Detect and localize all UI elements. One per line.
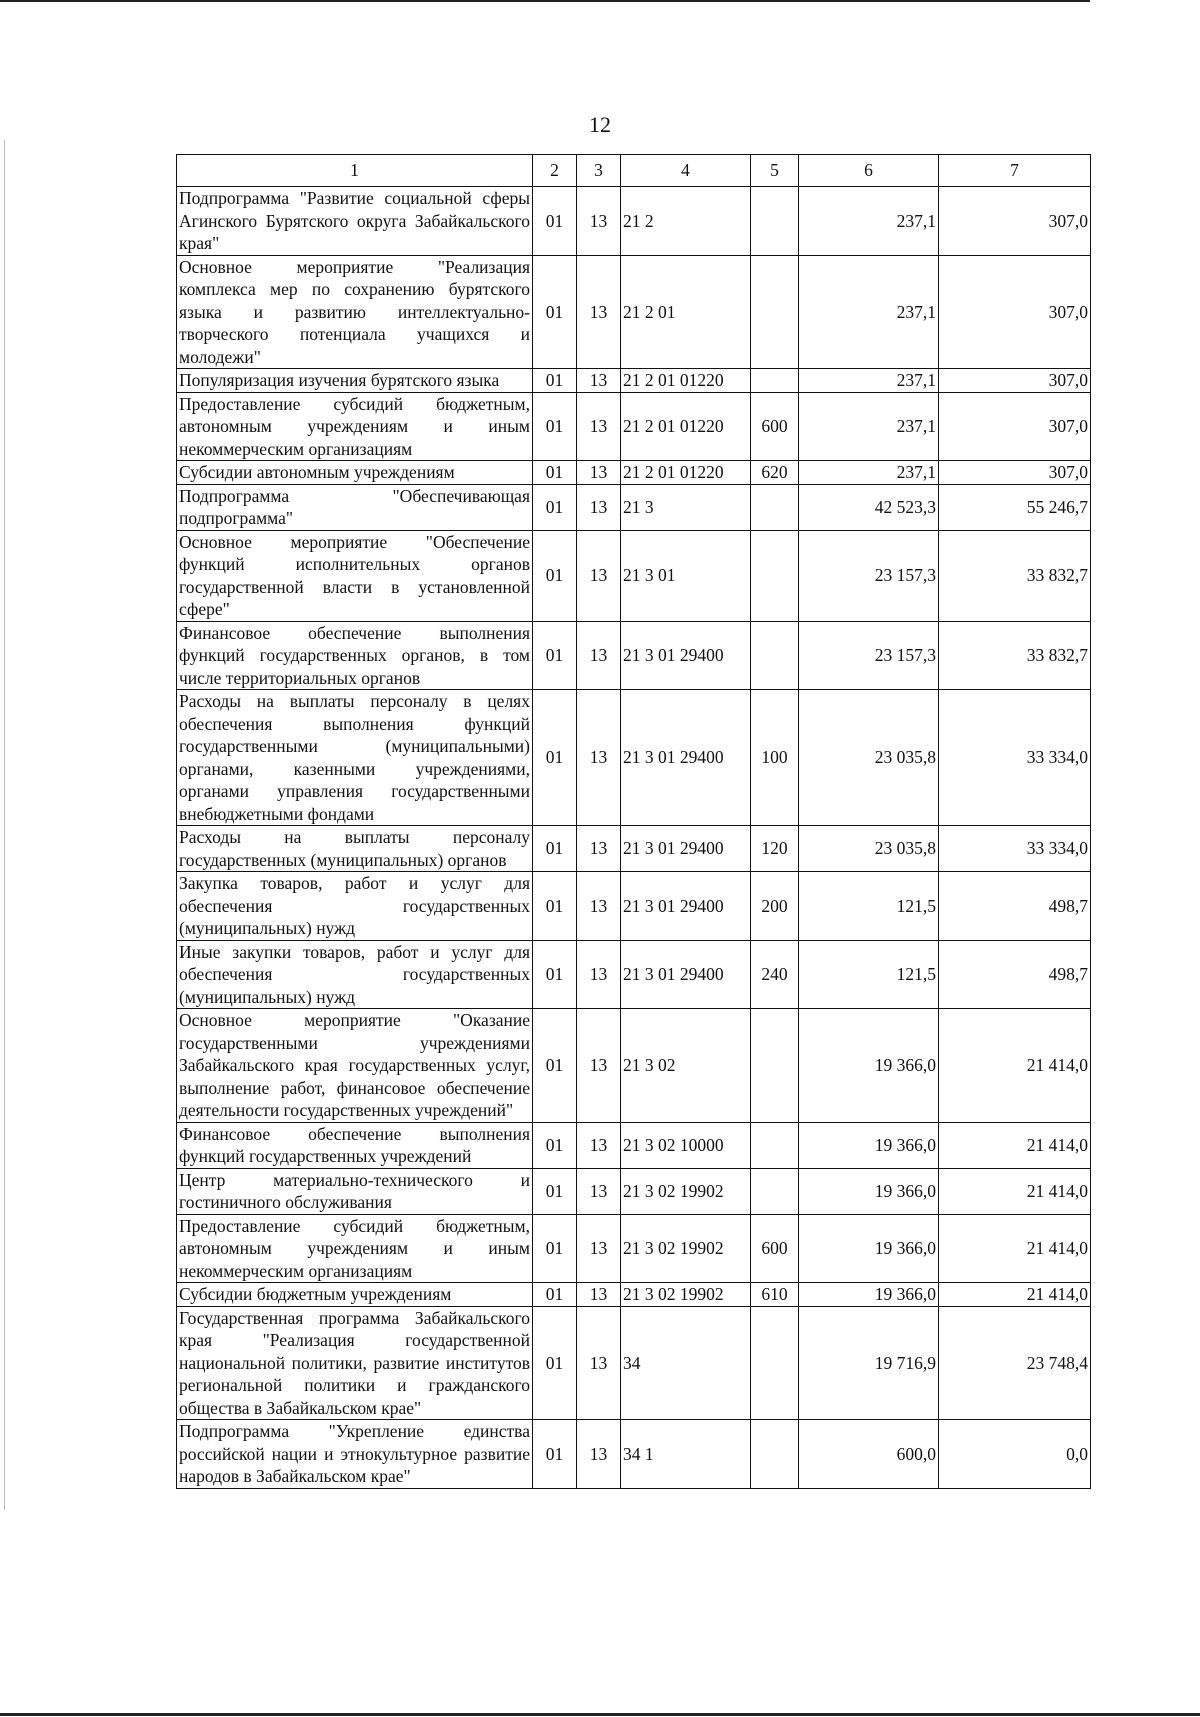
cell-expense-type — [751, 1009, 799, 1123]
cell-amount-col6: 237,1 — [799, 369, 939, 393]
cell-expense-type: 200 — [751, 872, 799, 941]
cell-subsection-code: 13 — [577, 1009, 621, 1123]
cell-subsection-code: 13 — [577, 1214, 621, 1283]
column-header-3: 3 — [577, 155, 621, 187]
cell-name: Расходы на выплаты персоналу государственных (муниципальных) органов — [177, 826, 533, 872]
cell-amount-col6: 121,5 — [799, 940, 939, 1009]
cell-section-code: 01 — [533, 530, 577, 621]
cell-expense-type: 600 — [751, 1214, 799, 1283]
cell-subsection-code: 13 — [577, 484, 621, 530]
table-row — [177, 369, 1091, 393]
page-number: 12 — [589, 112, 611, 137]
column-header-4: 4 — [621, 155, 751, 187]
cell-section-code: 01 — [533, 826, 577, 872]
table-row — [177, 872, 1091, 941]
table-row — [177, 484, 1091, 530]
cell-expense-type: 620 — [751, 461, 799, 485]
cell-name: Расходы на выплаты персоналу в целях обеспечения выполнения функций государственными (муниципальными) органами, казенными учреждениями, органами управления государственными внебюджетными фондами — [177, 690, 533, 826]
cell-target-article: 34 — [621, 1306, 751, 1420]
cell-target-article: 21 3 01 29400 — [621, 690, 751, 826]
cell-amount-col6: 600,0 — [799, 1420, 939, 1489]
column-header-1: 1 — [177, 155, 533, 187]
cell-amount-col6: 42 523,3 — [799, 484, 939, 530]
cell-target-article: 21 2 01 — [621, 255, 751, 369]
cell-target-article: 21 3 02 19902 — [621, 1214, 751, 1283]
cell-amount-col7: 33 334,0 — [939, 826, 1091, 872]
cell-subsection-code: 13 — [577, 621, 621, 690]
cell-amount-col7: 33 832,7 — [939, 621, 1091, 690]
cell-amount-col7: 21 414,0 — [939, 1283, 1091, 1307]
cell-name: Финансовое обеспечение выполнения функций государственных органов, в том числе территориальных органов — [177, 621, 533, 690]
table-row — [177, 940, 1091, 1009]
cell-section-code: 01 — [533, 1420, 577, 1489]
cell-amount-col6: 121,5 — [799, 872, 939, 941]
cell-subsection-code: 13 — [577, 1306, 621, 1420]
cell-target-article: 21 2 01 01220 — [621, 461, 751, 485]
cell-subsection-code: 13 — [577, 392, 621, 461]
cell-amount-col6: 237,1 — [799, 255, 939, 369]
cell-section-code: 01 — [533, 621, 577, 690]
cell-amount-col6: 23 157,3 — [799, 621, 939, 690]
cell-name: Предоставление субсидий бюджетным, автономным учреждениям и иным некоммерческим организациям — [177, 1214, 533, 1283]
cell-expense-type — [751, 1306, 799, 1420]
cell-expense-type — [751, 1420, 799, 1489]
cell-expense-type — [751, 484, 799, 530]
cell-subsection-code: 13 — [577, 1122, 621, 1168]
cell-target-article: 21 3 02 — [621, 1009, 751, 1123]
table-row — [177, 1122, 1091, 1168]
cell-subsection-code: 13 — [577, 872, 621, 941]
cell-amount-col7: 21 414,0 — [939, 1122, 1091, 1168]
cell-amount-col7: 21 414,0 — [939, 1214, 1091, 1283]
cell-amount-col6: 19 366,0 — [799, 1168, 939, 1214]
cell-name: Основное мероприятие "Реализация комплекса мер по сохранению бурятского языка и развитию интеллектуально-творческого потенциала учащихся и молодежи" — [177, 255, 533, 369]
cell-name: Иные закупки товаров, работ и услуг для обеспечения государственных (муниципальных) нужд — [177, 940, 533, 1009]
table-row — [177, 1168, 1091, 1214]
table-row — [177, 1283, 1091, 1307]
cell-subsection-code: 13 — [577, 1283, 621, 1307]
cell-subsection-code: 13 — [577, 1168, 621, 1214]
cell-expense-type: 600 — [751, 392, 799, 461]
cell-section-code: 01 — [533, 1214, 577, 1283]
cell-section-code: 01 — [533, 1168, 577, 1214]
cell-subsection-code: 13 — [577, 255, 621, 369]
cell-target-article: 21 2 — [621, 187, 751, 256]
column-header-5: 5 — [751, 155, 799, 187]
cell-target-article: 21 2 01 01220 — [621, 369, 751, 393]
cell-subsection-code: 13 — [577, 826, 621, 872]
cell-amount-col6: 237,1 — [799, 461, 939, 485]
cell-amount-col7: 21 414,0 — [939, 1168, 1091, 1214]
cell-expense-type — [751, 187, 799, 256]
cell-target-article: 21 3 — [621, 484, 751, 530]
cell-target-article: 34 1 — [621, 1420, 751, 1489]
cell-target-article: 21 3 02 19902 — [621, 1283, 751, 1307]
cell-name: Основное мероприятие "Обеспечение функций исполнительных органов государственной власти в установленной сфере" — [177, 530, 533, 621]
cell-amount-col7: 307,0 — [939, 392, 1091, 461]
bottom-scan-rule — [0, 1713, 1200, 1716]
cell-expense-type — [751, 621, 799, 690]
cell-expense-type — [751, 255, 799, 369]
cell-name: Подпрограмма "Обеспечивающая подпрограмма" — [177, 484, 533, 530]
cell-section-code: 01 — [533, 392, 577, 461]
cell-section-code: 01 — [533, 461, 577, 485]
top-scan-rule — [0, 0, 1090, 2]
cell-expense-type: 610 — [751, 1283, 799, 1307]
cell-expense-type: 120 — [751, 826, 799, 872]
cell-name: Центр материально-технического и гостиничного обслуживания — [177, 1168, 533, 1214]
cell-amount-col7: 307,0 — [939, 187, 1091, 256]
cell-amount-col6: 23 035,8 — [799, 690, 939, 826]
cell-amount-col7: 307,0 — [939, 255, 1091, 369]
column-header-2: 2 — [533, 155, 577, 187]
cell-name: Популяризация изучения бурятского языка — [177, 369, 533, 393]
cell-section-code: 01 — [533, 872, 577, 941]
cell-amount-col6: 19 366,0 — [799, 1009, 939, 1123]
cell-name: Закупка товаров, работ и услуг для обеспечения государственных (муниципальных) нужд — [177, 872, 533, 941]
cell-target-article: 21 3 02 10000 — [621, 1122, 751, 1168]
cell-target-article: 21 3 01 29400 — [621, 872, 751, 941]
cell-subsection-code: 13 — [577, 530, 621, 621]
cell-name: Подпрограмма "Развитие социальной сферы Агинского Бурятского округа Забайкальского края" — [177, 187, 533, 256]
cell-target-article: 21 3 01 29400 — [621, 621, 751, 690]
cell-amount-col6: 23 035,8 — [799, 826, 939, 872]
column-header-7: 7 — [939, 155, 1091, 187]
cell-amount-col7: 21 414,0 — [939, 1009, 1091, 1123]
table-row — [177, 1214, 1091, 1283]
cell-name: Основное мероприятие "Оказание государственными учреждениями Забайкальского края государственных услуг, выполнение работ, финансовое обеспечение деятельности государственных учреждений" — [177, 1009, 533, 1123]
table-row — [177, 392, 1091, 461]
cell-expense-type: 240 — [751, 940, 799, 1009]
cell-amount-col7: 307,0 — [939, 369, 1091, 393]
cell-expense-type — [751, 1168, 799, 1214]
cell-name: Государственная программа Забайкальского края "Реализация государственной национальной политики, развитие институтов региональной политики и гражданского общества в Забайкальском крае" — [177, 1306, 533, 1420]
cell-section-code: 01 — [533, 940, 577, 1009]
cell-name: Субсидии автономным учреждениям — [177, 461, 533, 485]
table-row — [177, 690, 1091, 826]
table-row — [177, 530, 1091, 621]
cell-amount-col7: 33 832,7 — [939, 530, 1091, 621]
cell-amount-col7: 0,0 — [939, 1420, 1091, 1489]
cell-expense-type — [751, 369, 799, 393]
cell-amount-col6: 237,1 — [799, 392, 939, 461]
cell-amount-col7: 307,0 — [939, 461, 1091, 485]
cell-section-code: 01 — [533, 255, 577, 369]
cell-subsection-code: 13 — [577, 461, 621, 485]
cell-amount-col6: 19 366,0 — [799, 1214, 939, 1283]
cell-section-code: 01 — [533, 1306, 577, 1420]
cell-target-article: 21 3 01 — [621, 530, 751, 621]
cell-expense-type: 100 — [751, 690, 799, 826]
cell-section-code: 01 — [533, 369, 577, 393]
cell-amount-col6: 19 366,0 — [799, 1122, 939, 1168]
cell-section-code: 01 — [533, 1122, 577, 1168]
cell-amount-col7: 498,7 — [939, 872, 1091, 941]
table-row — [177, 1420, 1091, 1489]
cell-section-code: 01 — [533, 690, 577, 826]
table-row — [177, 1306, 1091, 1420]
cell-target-article: 21 3 01 29400 — [621, 826, 751, 872]
budget-table — [176, 154, 1091, 1489]
cell-name: Финансовое обеспечение выполнения функций государственных учреждений — [177, 1122, 533, 1168]
table-row — [177, 461, 1091, 485]
cell-subsection-code: 13 — [577, 1420, 621, 1489]
cell-subsection-code: 13 — [577, 187, 621, 256]
cell-subsection-code: 13 — [577, 369, 621, 393]
cell-expense-type — [751, 1122, 799, 1168]
table-row — [177, 826, 1091, 872]
cell-amount-col7: 23 748,4 — [939, 1306, 1091, 1420]
cell-name: Предоставление субсидий бюджетным, автономным учреждениям и иным некоммерческим организациям — [177, 392, 533, 461]
cell-section-code: 01 — [533, 187, 577, 256]
cell-subsection-code: 13 — [577, 940, 621, 1009]
cell-amount-col6: 19 716,9 — [799, 1306, 939, 1420]
cell-expense-type — [751, 530, 799, 621]
cell-amount-col7: 55 246,7 — [939, 484, 1091, 530]
cell-amount-col6: 237,1 — [799, 187, 939, 256]
left-binding-rule — [4, 140, 5, 1510]
header-row — [177, 155, 1091, 187]
cell-section-code: 01 — [533, 1009, 577, 1123]
cell-amount-col7: 498,7 — [939, 940, 1091, 1009]
cell-target-article: 21 2 01 01220 — [621, 392, 751, 461]
cell-name: Субсидии бюджетным учреждениям — [177, 1283, 533, 1307]
cell-target-article: 21 3 01 29400 — [621, 940, 751, 1009]
cell-section-code: 01 — [533, 1283, 577, 1307]
cell-name: Подпрограмма "Укрепление единства российской нации и этнокультурное развитие народов в Забайкальском крае" — [177, 1420, 533, 1489]
table-row — [177, 187, 1091, 256]
cell-subsection-code: 13 — [577, 690, 621, 826]
table-row — [177, 1009, 1091, 1123]
cell-amount-col6: 23 157,3 — [799, 530, 939, 621]
cell-section-code: 01 — [533, 484, 577, 530]
table-row — [177, 621, 1091, 690]
cell-target-article: 21 3 02 19902 — [621, 1168, 751, 1214]
cell-amount-col6: 19 366,0 — [799, 1283, 939, 1307]
table-row — [177, 255, 1091, 369]
cell-amount-col7: 33 334,0 — [939, 690, 1091, 826]
column-header-6: 6 — [799, 155, 939, 187]
